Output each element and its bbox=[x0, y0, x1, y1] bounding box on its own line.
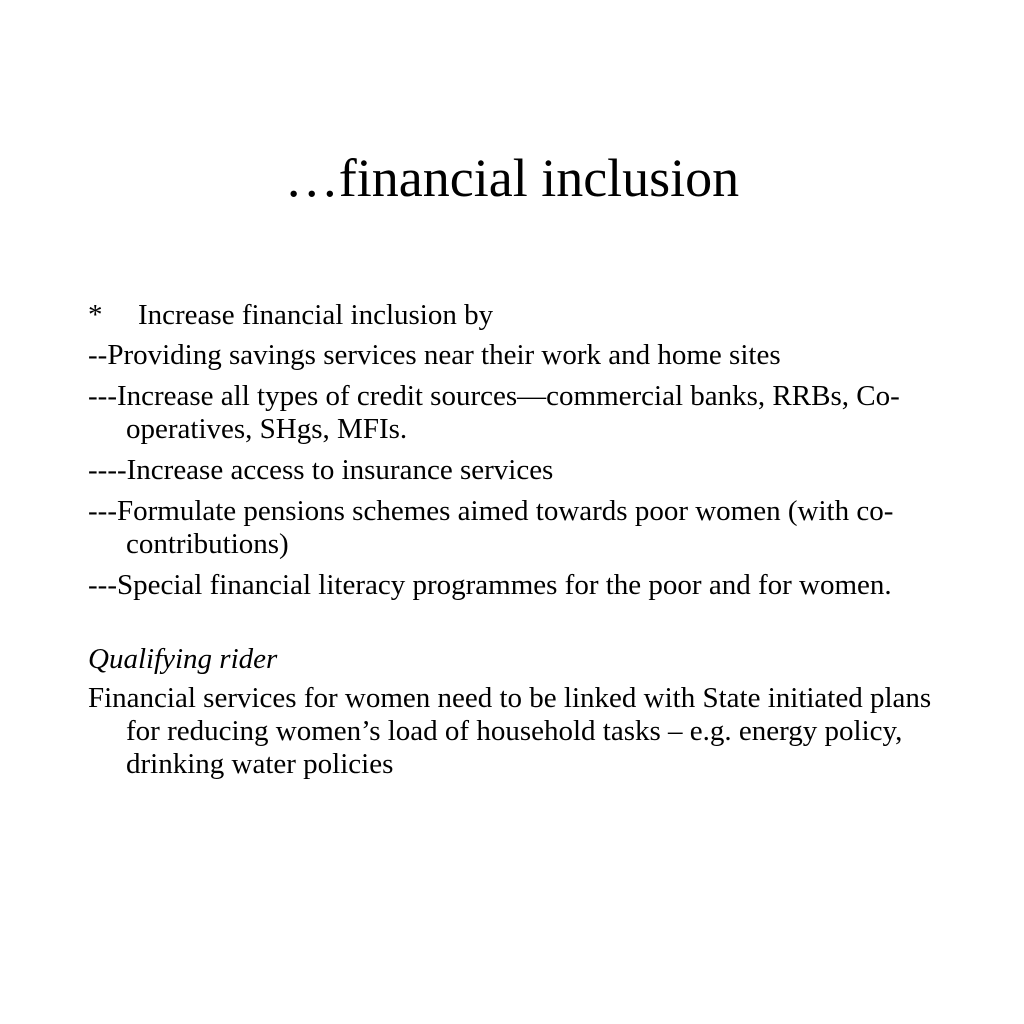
intro-line bbox=[88, 299, 968, 332]
slide-body bbox=[88, 299, 968, 789]
intro-text: Increase financial inclusion by bbox=[138, 299, 494, 331]
point-credit-sources: ---Increase all types of credit sources—commercial banks, RRBs, Co-operatives, SHgs, MFIs. bbox=[88, 380, 900, 445]
rider-text: Financial services for women need to be linked with State initiated plans for reducing women’s load of household tasks – e.g. energy policy, drinking water policies bbox=[88, 682, 932, 780]
point-savings: --Providing savings services near their work and home sites bbox=[88, 339, 781, 371]
point-financial-literacy: ---Special financial literacy programmes for the poor and for women. bbox=[88, 569, 892, 601]
slide-title: …financial inclusion bbox=[284, 148, 740, 208]
point-pensions: ---Formulate pensions schemes aimed towards poor women (with co-contributions) bbox=[88, 495, 894, 560]
point-insurance: ----Increase access to insurance services bbox=[88, 454, 554, 486]
rider-heading: Qualifying rider bbox=[88, 643, 278, 675]
bullet-marker: * bbox=[88, 299, 103, 331]
